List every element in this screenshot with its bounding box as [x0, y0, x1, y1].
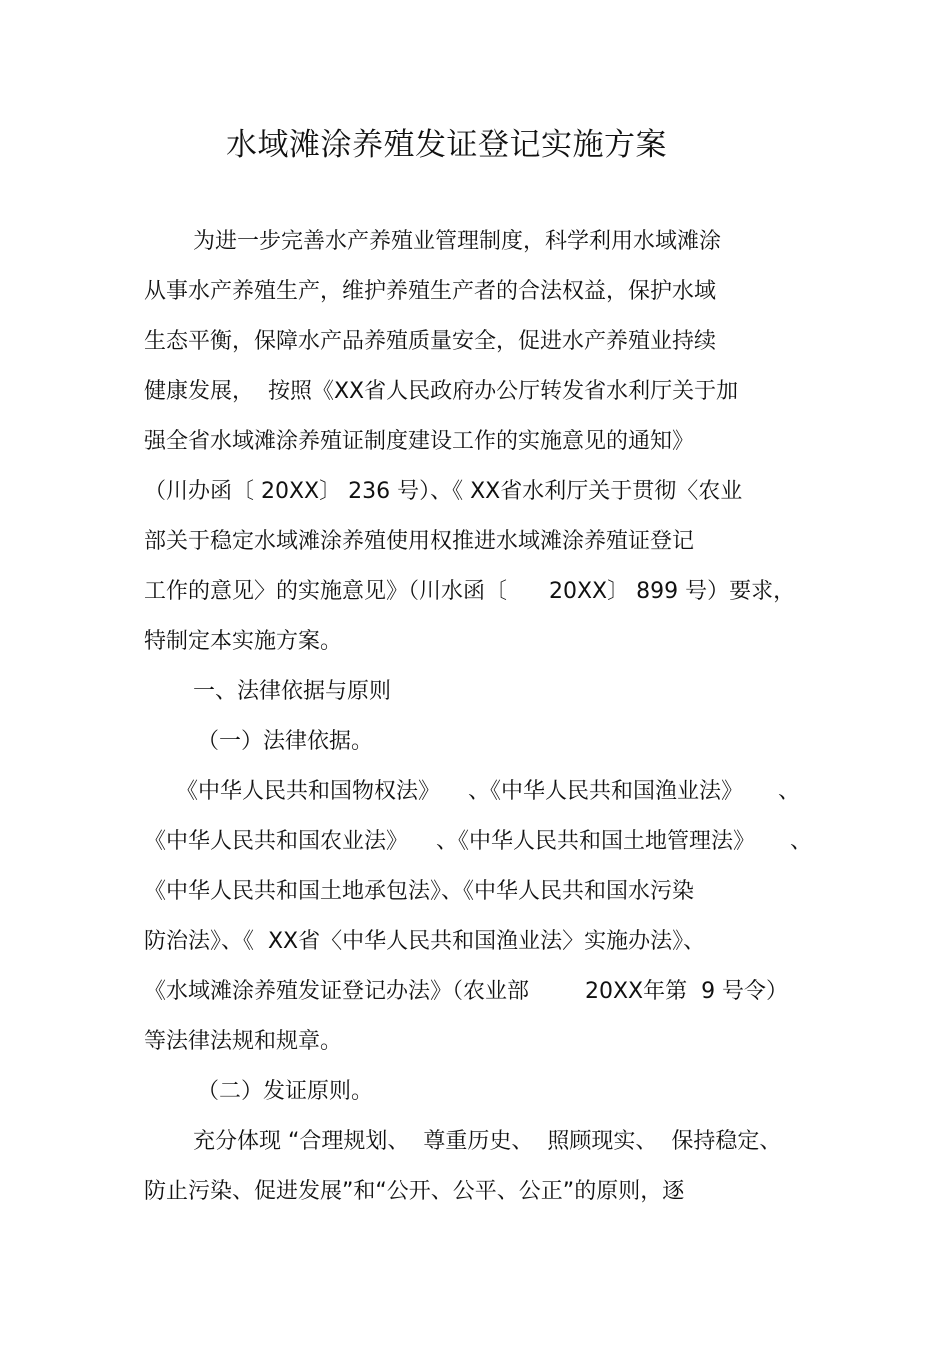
body-line: 《中华人民共和国物权法》 、《中华人民共和国渔业法》 、 [176, 779, 800, 804]
body-line: 防止污染、促进发展”和“公开、公平、公正”的原则，逐 [144, 1179, 685, 1204]
body-line: 强全省水域滩涂养殖证制度建设工作的实施意见的通知》 [144, 429, 695, 454]
body-line: 《中华人民共和国农业法》 、《中华人民共和国土地管理法》 、 [144, 829, 812, 854]
body-line: 防治法》、《 XX省〈中华人民共和国渔业法〉实施办法》、 [144, 929, 706, 954]
body-line: 工作的意见〉的实施意见》（川水函〔 20XX〕 899 号）要求， [144, 579, 796, 604]
body-line: 生态平衡，保障水产品养殖质量安全，促进水产养殖业持续 [144, 329, 717, 354]
subsection-heading: （一）法律依据。 [197, 729, 374, 754]
body-line: 为进一步完善水产养殖业管理制度，科学利用水域滩涂 [193, 229, 722, 254]
body-line: 特制定本实施方案。 [144, 629, 343, 654]
body-line: （川办函〔 20XX〕 236 号）、《 XX省水利厅关于贯彻〈农业 [144, 479, 743, 504]
subsection-heading: （二）发证原则。 [197, 1079, 374, 1104]
body-line: 从事水产养殖生产，维护养殖生产者的合法权益，保护水域 [144, 279, 717, 304]
body-line: 健康发展， 按照《XX省人民政府办公厅转发省水利厅关于加 [144, 379, 739, 404]
body-line: 等法律法规和规章。 [144, 1029, 343, 1054]
body-line: 充分体现 “合理规划、 尊重历史、 照顾现实、 保持稳定、 [193, 1129, 782, 1154]
section-heading: 一、法律依据与原则 [193, 679, 392, 704]
body-line: 部关于稳定水域滩涂养殖使用权推进水域滩涂养殖证登记 [144, 529, 695, 554]
document-title: 水域滩涂养殖发证登记实施方案 [226, 127, 667, 163]
body-line: 《中华人民共和国土地承包法》、《中华人民共和国水污染 [144, 879, 695, 904]
body-line: 《水域滩涂养殖发证登记办法》（农业部 20XX年第 9 号令） [144, 979, 789, 1004]
